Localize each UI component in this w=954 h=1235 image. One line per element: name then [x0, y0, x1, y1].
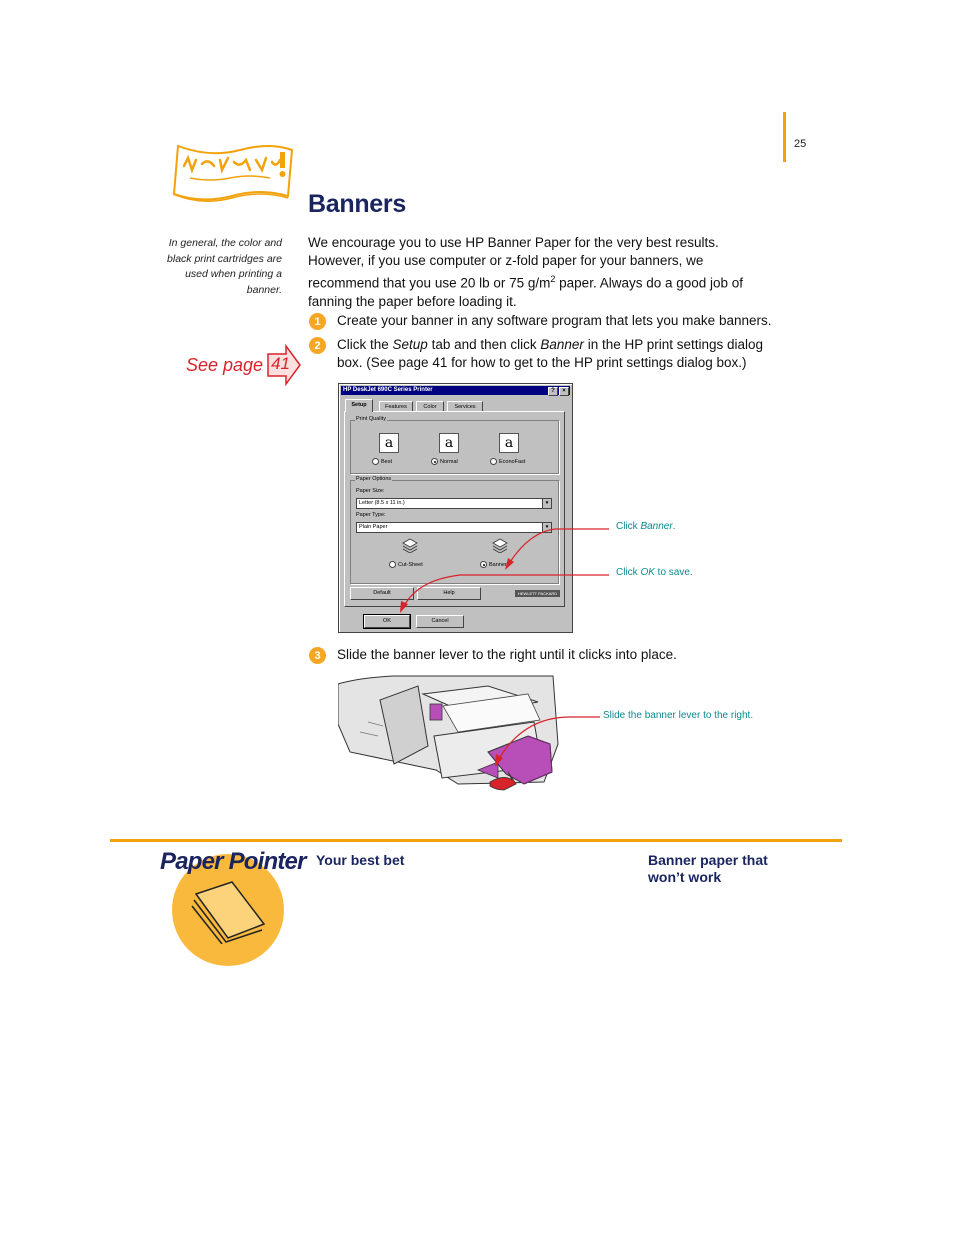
step-text: Slide the banner lever to the right until it clicks into place. — [337, 647, 677, 662]
radio-banner[interactable]: Banner — [480, 561, 507, 568]
step-number-badge: 3 — [309, 647, 326, 664]
banner-illustration — [170, 140, 296, 206]
page-title: Banners — [308, 190, 406, 218]
sidenote: In general, the color and black print cartridges are used when printing a banner. — [167, 237, 282, 296]
step-number-badge: 1 — [309, 313, 326, 330]
cancel-button[interactable]: Cancel — [416, 615, 464, 628]
paper-stack-icon — [190, 880, 270, 944]
page-number-rule — [783, 112, 786, 162]
see-page-number: 41 — [271, 354, 290, 373]
radio-best[interactable]: Best — [372, 458, 392, 465]
banner-paper-wont-work-heading: Banner paper that won’t work — [648, 852, 768, 885]
tab-services[interactable]: Services — [447, 401, 483, 412]
step-number-badge: 2 — [309, 337, 326, 354]
ok-button[interactable]: OK — [364, 615, 410, 628]
lever-callout-arrow — [485, 705, 605, 785]
paper-pointer-title: Paper Pointer — [160, 848, 306, 875]
section-divider — [110, 839, 842, 842]
see-page-label: See page — [186, 354, 264, 375]
see-page-link[interactable] — [186, 344, 302, 386]
page-number: 25 — [794, 138, 807, 150]
page-arrow-icon — [266, 344, 302, 386]
hp-logo: HEWLETT PACKARD — [515, 590, 560, 597]
quality-econofast-icon: a — [499, 433, 519, 453]
dialog-title-bar — [341, 386, 570, 395]
close-icon[interactable]: × — [559, 387, 569, 396]
radio-econofast[interactable]: EconoFast — [490, 458, 525, 465]
quality-normal-icon: a — [439, 433, 459, 453]
step-2 — [309, 336, 777, 372]
paper-options-label: Paper Options — [356, 476, 392, 482]
step-3 — [309, 646, 777, 664]
dropdown-arrow-icon: ▾ — [542, 499, 551, 508]
step-text: Create your banner in any software program that lets you make banners. — [337, 313, 772, 328]
paper-type-select[interactable]: Plain Paper ▾ — [356, 522, 552, 533]
intro-paragraph: We encourage you to use HP Banner Paper for the very best results. However, if you use computer or z-fold paper for your banners, we recommend that you use 20 lb or 75 $g/m^2$ paper. Always do a good job of fanning the paper before loading it. — [308, 235, 744, 309]
dialog-title: HP DeskJet 690C Series Printer — [343, 387, 433, 393]
tab-features[interactable]: Features — [379, 401, 413, 412]
callout-arrows — [390, 510, 620, 620]
callout-slide-lever: Slide the banner lever to the right. — [603, 710, 754, 721]
callout-click-ok: Click OK to save. — [616, 567, 693, 578]
paper-type-label: Paper Type: — [356, 512, 386, 518]
tab-color[interactable]: Color — [416, 401, 444, 412]
callout-click-banner: Click Banner. — [616, 521, 676, 532]
print-quality-group — [350, 416, 559, 474]
help-icon[interactable]: ? — [548, 387, 558, 396]
step-1 — [309, 312, 777, 330]
paper-size-select[interactable]: Letter (8.5 x 11 in.) ▾ — [356, 498, 552, 509]
dropdown-arrow-icon: ▾ — [542, 523, 551, 532]
quality-best-icon: a — [379, 433, 399, 453]
paper-size-label: Paper Size: — [356, 488, 385, 494]
step-text: Click the Setup tab and then click Banner in the HP print settings dialog box. (See page 41 for how to get to the HP print settings dialog box.) — [337, 337, 764, 370]
tab-setup[interactable]: Setup — [345, 399, 373, 412]
radio-normal[interactable]: Normal — [431, 458, 458, 465]
your-best-bet-heading: Your best bet — [316, 852, 405, 868]
print-quality-label: Print Quality — [356, 416, 386, 422]
radio-cut-sheet[interactable]: Cut-Sheet — [389, 561, 423, 568]
default-button[interactable]: Default — [350, 587, 414, 600]
help-button[interactable]: Help — [417, 587, 481, 600]
